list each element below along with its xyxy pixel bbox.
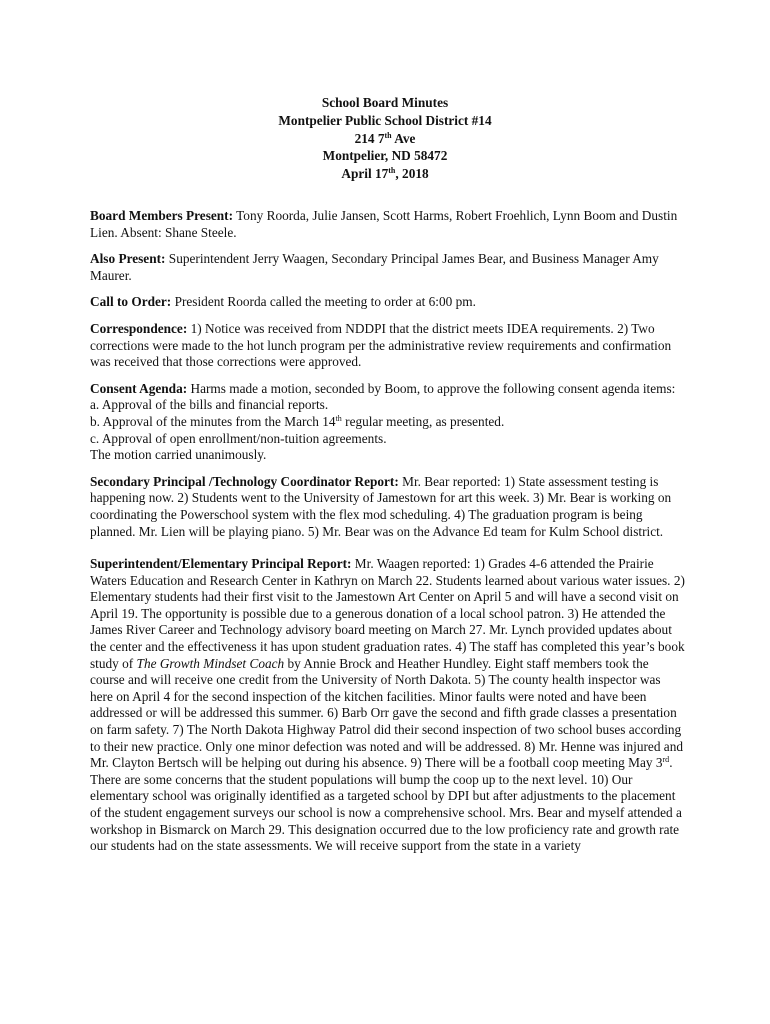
date-superscript: th — [388, 166, 396, 176]
minutes-header — [0, 94, 770, 183]
date-main: April 17 — [341, 166, 389, 182]
street-suffix: Ave — [391, 130, 416, 146]
street-superscript: th — [384, 130, 392, 140]
correspondence-label: Correspondence: — [90, 320, 188, 336]
call-to-order-label: Call to Order: — [90, 294, 172, 310]
consent-item-a: a. Approval of the bills and financial reports. — [90, 397, 329, 413]
header-district: Montpelier Public School District #14 — [278, 112, 492, 128]
book-title: The Growth Mindset Coach — [136, 655, 285, 671]
consent-agenda-paragraph — [90, 381, 686, 464]
header-title: School Board Minutes — [321, 95, 449, 110]
consent-item-b-text: b. Approval of the minutes from the March 14 — [90, 413, 336, 429]
superintendent-report-label: Superintendent/Elementary Principal Report: — [90, 556, 352, 572]
consent-agenda-intro: Harms made a motion, seconded by Boom, to approve the following consent agenda items: — [187, 380, 676, 396]
superintendent-report-text-2: by Annie Brock and Heather Hundley. Eight staff members took the course and will receive one credit from the University of North Dakota. 5) The county health inspector was here on April 4 for the second inspection of the kitchen facilities. Minor faults were noted and have been addressed or will be addressed this summer. 6) Barb Orr gave the second and fifth grade classes a presentation on farm safety. 7) The North Dakota Highway Patrol did their second inspection of two school buses according to their new practice. Only one minor defection was noted and will be addressed. 8) Mr. Henne was injured and Mr. Clayton Bertsch will be helping out during his absence. 9) There will be a football coop meeting May 3 — [90, 655, 684, 771]
call-to-order-text: President Roorda called the meeting to order at 6:00 pm. — [171, 294, 476, 310]
street-number: 214 7 — [354, 130, 385, 146]
board-members-label: Board Members Present: — [90, 208, 234, 223]
consent-closing: The motion carried unanimously. — [90, 447, 267, 463]
header-city: Montpelier, ND 58472 — [322, 148, 448, 164]
correspondence-paragraph — [90, 321, 686, 371]
secondary-report-text: Mr. Bear reported: 1) State assessment testing is happening now. 2) Students went to the University of Jamestown for art this week. 3) Mr. Bear is working on coordinating the Powerschool system with the flex mod scheduling. 4) The graduation program is being planned. Mr. Lien will be playing piano. 5) Mr. Bear was on the Advance Ed team for Kulm School district. — [90, 473, 672, 539]
also-present-text: Superintendent Jerry Waagen, Secondary Principal James Bear, and Business Manager Amy Maurer. — [90, 251, 659, 283]
ordinal-superscript: rd — [662, 755, 670, 765]
board-members-text: Tony Roorda, Julie Jansen, Scott Harms, Robert Froehlich, Lynn Boom and Dustin Lien. Absent: Shane Steele. — [90, 208, 678, 240]
board-members-paragraph — [90, 208, 686, 241]
consent-agenda-label: Consent Agenda: — [90, 380, 188, 396]
consent-item-b-superscript: th — [335, 413, 342, 423]
consent-item-c: c. Approval of open enrollment/non-tuition agreements. — [90, 430, 387, 446]
call-to-order-paragraph — [90, 294, 686, 311]
header-street — [0, 130, 770, 148]
correspondence-text: 1) Notice was received from NDDPI that the district meets IDEA requirements. 2) Two corrections were made to the hot lunch program per the administrative review requirements and confirmation was received that those corrections were approved. — [90, 320, 672, 370]
consent-item-b — [90, 414, 686, 431]
superintendent-report-paragraph — [90, 556, 686, 855]
also-present-paragraph — [90, 251, 686, 284]
secondary-report-paragraph — [90, 474, 686, 540]
minutes-body — [90, 208, 686, 865]
superintendent-report-text-3: . There are some concerns that the student populations will bump the coop up to the next level. 10) Our elementary school was originally identified as a targeted school by DPI but after adjustments to the placement of the student engagement surveys our school is now a comprehensive school. Mrs. Bear and myself attended a workshop in Bismarck on March 29. This designation occurred due to the low proficiency rate and growth rate our students had on the state assessments. We will receive support from the state in a variety — [90, 755, 682, 854]
header-date — [0, 165, 770, 183]
secondary-report-label: Secondary Principal /Technology Coordinator Report: — [90, 473, 399, 489]
superintendent-report-text-1: Mr. Waagen reported: 1) Grades 4-6 attended the Prairie Waters Education and Research Center in Kathryn on March 22. Students learned about various water issues. 2) Elementary students had their first visit to the Jamestown Art Center on April 5 and will have a second visit on April 19. The opportunity is possible due to a generous donation of a local school patron. 3) He attended the James River Career and Technology advisory board meeting on March 27. Mr. Lynch provided updates about the center and the effectiveness it has upon student graduation rates. 4) The staff has completed this year’s book study of — [90, 556, 685, 671]
also-present-label: Also Present: — [90, 251, 166, 267]
date-year: , 2018 — [395, 166, 429, 182]
consent-item-b-suffix: regular meeting, as presented. — [341, 413, 505, 429]
